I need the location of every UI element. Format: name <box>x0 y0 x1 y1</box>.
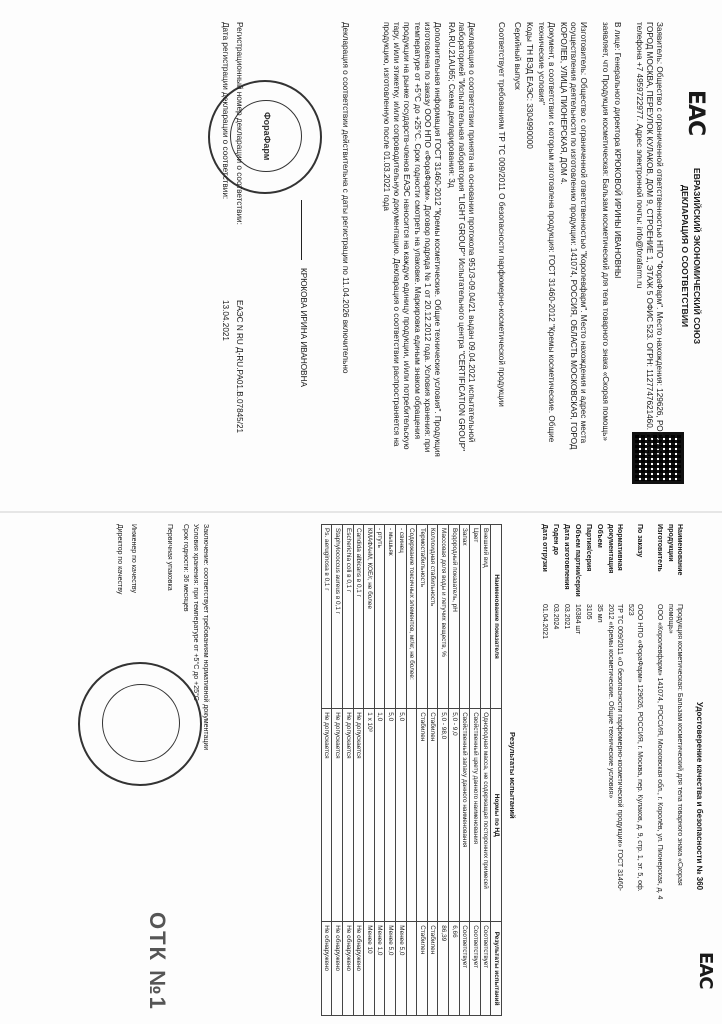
table-row <box>449 525 460 1016</box>
table-cell: Менее 5,0 <box>396 922 407 1016</box>
table-cell: КМАФАнМ, КОЕ/г, не более <box>364 525 375 709</box>
reg-date: 13.04.2021 <box>221 300 230 341</box>
table-cell: 1 х 10³ <box>364 709 375 922</box>
table-cell: 5,0 <box>396 709 407 922</box>
table-cell: Менее 10 <box>364 922 375 1016</box>
table-cell: Стабилен <box>417 709 428 922</box>
product-document: Документ, в соответствии с которым изготовлена продукция: ГОСТ 31460-2012 "Кремы косметические. Общие технические условия" <box>536 22 556 443</box>
field-value: 01.04.2021 <box>541 604 548 640</box>
table-row <box>364 525 375 1016</box>
field-label: Партия/серия <box>585 524 592 572</box>
packaging: Первичная упаковка <box>166 524 173 591</box>
certificate-field <box>666 524 684 924</box>
field-label: Наименование продукции <box>667 524 683 576</box>
table-row <box>459 525 470 1016</box>
director: Директор по качеству <box>116 524 123 595</box>
table-row <box>438 525 449 1016</box>
field-value: ООО НПО «ФораФарм» 129626, РОССИЯ, г. Москва, пер. Кулаков, д. 9, стр. 1, эт. 5, оф. 523 <box>627 604 643 892</box>
table-cell <box>406 709 417 922</box>
certificate-field <box>573 524 582 924</box>
table-cell: Не допускается <box>343 709 354 922</box>
table-cell: Термостабильность <box>417 525 428 709</box>
table-row <box>385 525 396 1016</box>
table-row <box>321 525 332 1016</box>
certificate-field <box>562 524 571 924</box>
certificate-field <box>540 524 549 924</box>
reg-number-label: Регистрационный номер декларации о соответствии: <box>235 22 244 225</box>
table-cell: Candida albicans в 0,1 г <box>353 525 364 709</box>
table-cell: Менее 1,0 <box>374 922 385 1016</box>
table-row <box>470 525 481 1016</box>
manufacturer: Изготовитель: Общество с ограниченной ответственностью "Королевфарм". Место нахождения и адрес места осуществления деятельности по изготовлению продукции: 141074, РОССИЯ, ОБЛАСТЬ МОСКОВСКАЯ, ГОРОД КОРОЛЕВ, УЛИЦА ПИОНЕРСКАЯ, ДОМ 4. <box>558 22 588 450</box>
table-cell: Соответствует <box>470 922 481 1016</box>
table-cell: Ps. aeruginosa в 0,1 г <box>321 525 332 709</box>
reg-date-label: Дата регистрации декларации о соответствии: <box>221 22 230 200</box>
certificate-field <box>655 524 664 924</box>
table-cell: 6,66 <box>449 922 460 1016</box>
certificate-sheet <box>0 512 722 1024</box>
table-cell: Водородный показатель, pH <box>449 525 460 709</box>
table-cell: Массовая доля воды и летучих веществ, % <box>438 525 449 709</box>
table-cell: 5,0 - 9,0 <box>449 709 460 922</box>
field-value: 16384 шт <box>574 604 581 635</box>
signatory-name: КРЮКОВА ИРИНА ИВАНОВНА <box>299 268 308 388</box>
field-label: Нормативная документация <box>607 524 623 574</box>
certificate-title: Удостоверение качества и безопасности № 360 <box>695 702 704 891</box>
table-cell: Не обнаружено <box>343 922 354 1016</box>
table-header-cell: Наименование показателя <box>491 525 502 709</box>
field-label: Дата изготовления <box>563 524 570 590</box>
field-label: Объем партии/серии <box>574 524 581 597</box>
field-value: 3105 <box>585 604 592 620</box>
table-row <box>480 525 491 1016</box>
results-title: Результаты испытаний <box>508 732 517 819</box>
field-value: Продукция косметическая: Бальзам косметический для тела товарного знака «Скорая помощь» <box>667 604 683 886</box>
engineer: Инженер по качеству <box>130 524 137 593</box>
table-row <box>374 525 385 1016</box>
serial: Серийный выпуск <box>513 22 522 90</box>
person: В лице: Генерального директора КРЮКОВОЙ ИРИНЫ ИВАНОВНЫ <box>613 22 622 279</box>
additional-info: Дополнительная информация ГОСТ 31460-2012 "Кремы косметические. Общие технические условия". Продукция изготовлена по заказу ООО НПО «ФораФарм». Договор подряда № 1 от 20.12.2012 года. Условия хранения: при температуре от +5°С до +25°С. Срок годности смотреть на упаковке. Маркировка единым знаком обращения продукции на рынке государств-членов ЕАЭС наносится на каждую единицу продукции, и/или потребительскую тару, и/или этикетку, и/или сопроводительную документацию. Декларация о соответствии распространяется на продукцию, изготовленную после 01.03.2021 года <box>381 22 442 457</box>
table-row <box>332 525 343 1016</box>
table-cell: Менее 5,0 <box>385 922 396 1016</box>
table-cell: 86,39 <box>438 922 449 1016</box>
table-cell: Коллоидная стабильность <box>427 525 438 709</box>
table-cell: Запах <box>459 525 470 709</box>
table-cell: Не допускается <box>353 709 364 922</box>
declaration-title: ДЕКЛАРАЦИЯ О СООТВЕТСТВИИ <box>680 184 690 328</box>
field-value: 03.2021 <box>563 604 570 630</box>
declares: заявляет, что Продукция косметическая: Бальзам косметический для тела товарного знака «Скорая помощь» <box>601 22 610 441</box>
table-cell: Не обнаружено <box>321 922 332 1016</box>
table-cell: Цвет <box>470 525 481 709</box>
eac-logo-2: ЕАС <box>695 952 716 989</box>
table-cell: Свойственный цвету данного наименования <box>470 709 481 922</box>
table-cell: Не обнаружено <box>332 922 343 1016</box>
table-header-row <box>491 525 502 1016</box>
table-cell: Не допускается <box>332 709 343 922</box>
table-cell: Стабилен <box>427 922 438 1016</box>
table-cell: Стабилен <box>417 922 428 1016</box>
table-cell: 1,0 <box>374 709 385 922</box>
table-cell: Не обнаружено <box>353 922 364 1016</box>
field-label: Изготовитель <box>656 524 663 572</box>
table-row <box>427 525 438 1016</box>
otk-stamp: ОТК №1 <box>145 912 170 1011</box>
certificate-field <box>595 524 604 924</box>
field-value: ООО «Королевфарм» 141074, РОССИЯ, Московская обл., г. Королёв, ул. Пионерская, д. 4 <box>656 604 663 900</box>
table-cell: Соответствует <box>480 922 491 1016</box>
conclusion: Заключение: соответствует требованиям нормативной документации <box>202 524 209 751</box>
table-header-cell: Нормы по НД <box>491 709 502 922</box>
table-cell: - ртуть <box>374 525 385 709</box>
storage: Условия хранения: при температуре от +5°С до +25°С <box>192 524 199 701</box>
table-cell: Однородная масса, не содержащая посторонних примесей <box>480 709 491 922</box>
table-cell: Стабилен <box>427 709 438 922</box>
certificate-field <box>626 524 644 924</box>
certificate-field <box>606 524 624 924</box>
field-label: Годен до <box>552 524 559 556</box>
table-cell <box>406 922 417 1016</box>
certificate-field <box>584 524 593 924</box>
table-cell: - мышьяк <box>385 525 396 709</box>
signature-line <box>301 200 302 260</box>
table-cell: 5,0 - 98,0 <box>438 709 449 922</box>
field-value: 35 мл <box>596 604 603 623</box>
applicant: Заявитель: Общество с ограниченной ответственностью НПО "ФораФарм". Место нахождения: 129626, РОССИЯ, ГОРОД МОСКВА, ПЕРЕУЛОК КУЛАКОВ, ДОМ 9, СТРОЕНИЕ 1, ЭТАЖ 5 ОФИС 523. ОГРН: 1127747621460. Номер телефона +7 4959722977. Адрес электронной почты: info@forafarm.ru <box>634 22 664 458</box>
certificate-field <box>551 524 560 924</box>
table-cell: Свойственный запаху данного наименования <box>459 709 470 922</box>
field-label: Объем <box>596 524 603 548</box>
table-cell: Внешний вид <box>480 525 491 709</box>
eac-logo: ЕАС <box>683 90 708 136</box>
table-row <box>353 525 364 1016</box>
table-cell: Соответствует <box>459 922 470 1016</box>
table-cell: Escherichia coli в 0,1 г <box>343 525 354 709</box>
field-value: ТР ТС 009/2011 «О безопасности парфюмерно-косметической продукции» ГОСТ 31460-2012 «Кремы косметические. Общие технические условия» <box>607 604 623 891</box>
reg-number: ЕАЭС N RU Д-RU.РА01.В.07845/21 <box>235 300 244 434</box>
certificate-stamp-inner <box>102 684 180 762</box>
table-cell: Содержание токсичных элементов, мг/кг, не более: <box>406 525 417 709</box>
codes: Коды ТН ВЭД ЕАЭС: 3304990000 <box>525 22 534 149</box>
table-row <box>417 525 428 1016</box>
table-header-cell: Результаты испытаний <box>491 922 502 1016</box>
basis: Декларация о соответствии принята на основании протокола 951/3-09.04/21 выдан 09.04.2021 испытательной лабораторией "Испытательная лаборатория "LIGHT GROUP" Испытательного центра "CERTIFICATION GROUP" RA.RU.21AU65; Схема декларирования: 3д <box>446 22 476 452</box>
table-cell: 5,0 <box>385 709 396 922</box>
table-row <box>406 525 417 1016</box>
table-cell: Не допускается <box>321 709 332 922</box>
union-title: ЕВРАЗИЙСКИЙ ЭКОНОМИЧЕСКИЙ СОЮЗ <box>692 167 702 345</box>
table-cell: Staphylococcus aureus в 0,1 г <box>332 525 343 709</box>
table-row <box>343 525 354 1016</box>
field-label: По заказу <box>636 524 643 558</box>
conforms: Соответствует требованиям ТР ТС 009/2011 О безопасности парфюмерно-косметической продукции <box>497 22 506 407</box>
table-row <box>396 525 407 1016</box>
stamp-text: ФораФарм <box>262 112 272 161</box>
field-label: Дата отгрузки <box>541 524 548 572</box>
field-value: 03.2024 <box>552 604 559 630</box>
table-cell: - свинец <box>396 525 407 709</box>
shelf-life: Срок годности: 36 месяцев <box>182 524 189 612</box>
validity: Декларация о соответствии действительна с даты регистрации по 11.04.2026 включительно <box>341 22 350 374</box>
results-table <box>321 524 502 1016</box>
